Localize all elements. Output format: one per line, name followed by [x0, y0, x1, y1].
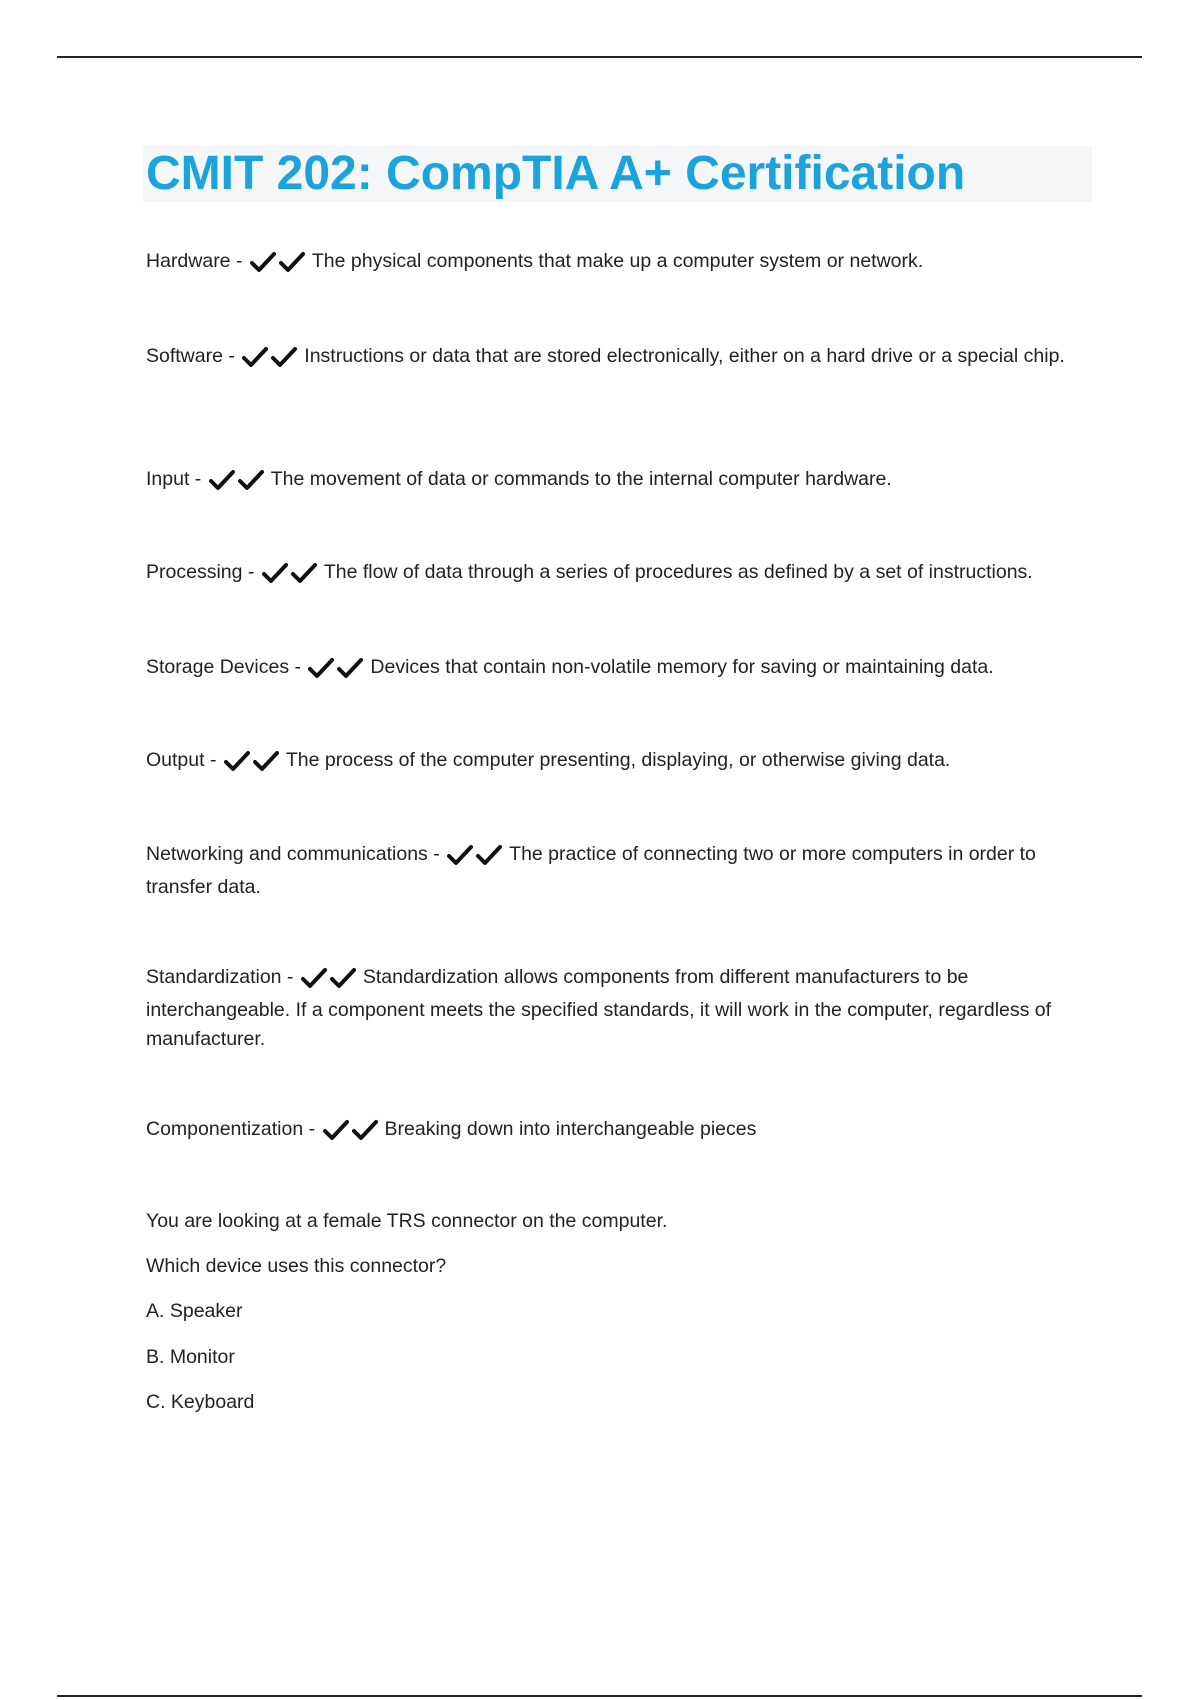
entry-term: Componentization — [146, 1118, 304, 1140]
entry-definition: Breaking down into interchangeable pieces — [384, 1118, 757, 1140]
entry-separator: - — [289, 656, 307, 678]
double-check-icon — [250, 251, 308, 280]
entry-separator: - — [303, 1118, 321, 1140]
entry-networking — [146, 840, 1081, 902]
check-icon — [209, 469, 235, 491]
entry-output — [146, 746, 1081, 779]
entry-separator: - — [204, 749, 222, 771]
check-icon — [250, 251, 276, 273]
entry-term: Output — [146, 749, 205, 771]
document-title: CMIT 202: CompTIA A+ Certification — [146, 147, 966, 200]
bottom-rule — [57, 1695, 1142, 1697]
check-icon — [447, 844, 473, 866]
entry-term: Storage Devices — [146, 656, 290, 678]
entry-definition: Standardization allows components from different manufacturers to be interchangeable. If a component meets the specified standards, it will work in the computer, regardless of manufacturer. — [146, 966, 1052, 1050]
check-icon — [323, 1119, 349, 1141]
entry-hardware — [146, 247, 1081, 280]
check-icon — [308, 657, 334, 679]
question-option-a: A. Speaker — [146, 1300, 243, 1322]
check-icon — [238, 469, 264, 491]
entry-separator: - — [427, 843, 446, 865]
double-check-icon — [262, 562, 320, 591]
entry-definition: The practice of connecting two or more computers in order to transfer data. — [146, 843, 1036, 898]
entry-definition: The physical components that make up a computer system or network. — [311, 250, 924, 272]
check-icon — [242, 346, 268, 368]
double-check-icon — [209, 469, 267, 498]
entry-separator: - — [189, 468, 207, 490]
entry-standardization — [146, 963, 1081, 1054]
entry-definition: The movement of data or commands to the internal computer hardware. — [270, 468, 892, 490]
check-icon — [253, 750, 279, 772]
entry-input — [146, 465, 1081, 498]
top-rule — [57, 56, 1142, 58]
entry-definition: Instructions or data that are stored electronically, either on a hard drive or a special chip. — [304, 345, 1065, 367]
entry-definition: Devices that contain non-volatile memory for saving or maintaining data. — [370, 656, 994, 678]
entry-separator: - — [281, 966, 299, 988]
check-icon — [476, 844, 502, 866]
double-check-icon — [242, 346, 300, 375]
entry-term: Software — [146, 345, 223, 367]
entry-software — [146, 342, 1081, 375]
entry-term: Input — [146, 468, 190, 490]
double-check-icon — [308, 657, 366, 686]
double-check-icon — [224, 750, 282, 779]
entry-term: Hardware — [146, 250, 231, 272]
check-icon — [352, 1119, 378, 1141]
entry-componentization — [146, 1115, 1081, 1148]
check-icon — [271, 346, 297, 368]
question-prompt: Which device uses this connector? — [146, 1255, 447, 1277]
entry-processing — [146, 558, 1081, 591]
question-stem: You are looking at a female TRS connector on the computer. — [146, 1210, 668, 1232]
question-option-c: C. Keyboard — [146, 1391, 255, 1413]
check-icon — [330, 967, 356, 989]
check-icon — [301, 967, 327, 989]
entry-separator: - — [230, 250, 248, 272]
check-icon — [291, 562, 317, 584]
check-icon — [224, 750, 250, 772]
check-icon — [279, 251, 305, 273]
entry-definition: The process of the computer presenting, displaying, or otherwise giving data. — [285, 749, 951, 771]
double-check-icon — [323, 1119, 381, 1148]
check-icon — [337, 657, 363, 679]
entry-separator: - — [242, 561, 260, 583]
entry-term: Standardization — [146, 966, 282, 988]
question-option-b: B. Monitor — [146, 1346, 235, 1368]
double-check-icon — [447, 844, 505, 873]
double-check-icon — [301, 967, 359, 996]
entry-separator: - — [222, 345, 241, 367]
entry-storage-devices — [146, 653, 1081, 686]
entry-definition: The flow of data through a series of procedures as defined by a set of instructions. — [323, 561, 1033, 583]
entry-term: Networking and communications — [146, 843, 428, 865]
entry-term: Processing — [146, 561, 243, 583]
check-icon — [262, 562, 288, 584]
